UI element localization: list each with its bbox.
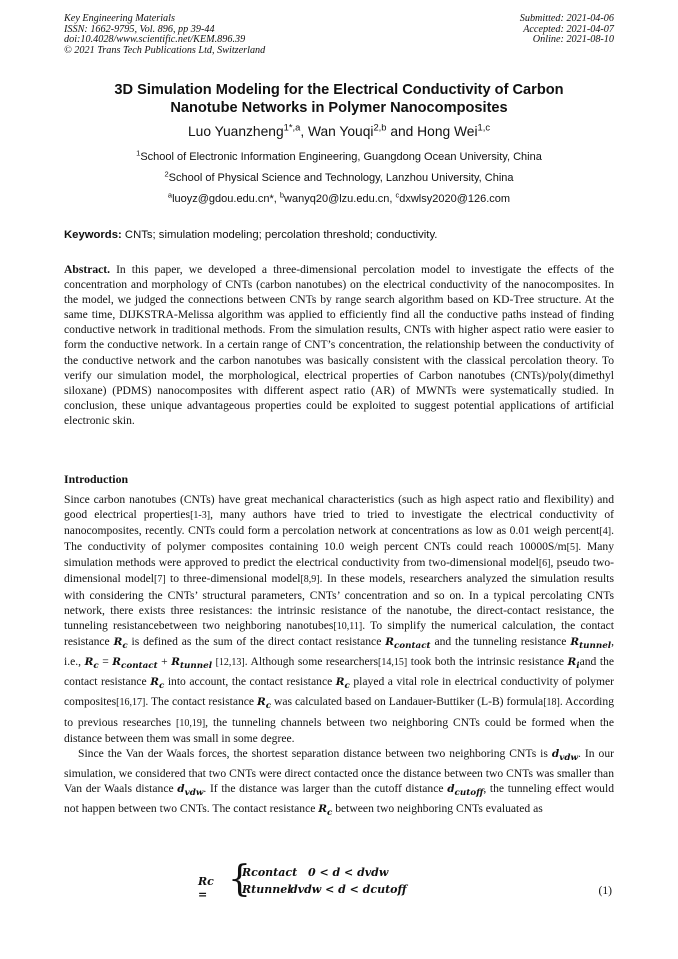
citation: [6] <box>538 558 551 570</box>
math-rc <box>84 656 99 672</box>
affiliation-2-text: School of Physical Science and Technology, Lanzhou University, China <box>168 172 514 184</box>
math-rc <box>318 803 333 819</box>
math-ri <box>567 656 580 672</box>
affiliation-1 <box>40 148 638 164</box>
text-run: into account, the contact resistance <box>164 675 336 689</box>
text-run: is defined as the sum of the direct contact resistance <box>127 634 386 648</box>
citation: [18] <box>543 697 560 709</box>
author-3-affil: 1,c <box>477 122 491 133</box>
journal-name: Key Engineering Materials <box>64 13 175 24</box>
equation-case-2-term: Rtunnel <box>242 883 292 896</box>
online-date: Online: 2021-08-10 <box>532 34 614 46</box>
text-run: , the tunneling effect would not happen between two CNTs. The contact resistance <box>64 782 614 816</box>
doi-line: doi:10.4028/www.scientific.net/KEM.896.39 <box>64 34 246 46</box>
math-subscript: c <box>158 681 165 692</box>
math-dvdw <box>551 747 578 763</box>
citation: [16,17] <box>116 697 146 709</box>
introduction-heading: Introduction <box>64 472 129 486</box>
author-1-affil: 1*,a <box>283 122 301 133</box>
journal-header <box>64 14 265 56</box>
title-line-1: 3D Simulation Modeling for the Electrical Conductivity of Carbon <box>114 82 564 98</box>
math-subscript: vdw <box>184 788 204 799</box>
equation-case-1-term: Rcontact <box>242 866 298 879</box>
math-symbol: R <box>385 635 394 648</box>
math-subscript: c <box>327 808 333 819</box>
math-subscript: contact <box>121 661 158 672</box>
text-run: . The contact resistance <box>145 695 258 709</box>
math-subscript: tunnel <box>180 661 213 672</box>
text-run: was calculated based on Landauer-Buttiker (L-B) formula <box>271 695 544 709</box>
introduction-body <box>64 492 614 821</box>
text-run: , i.e., <box>64 634 614 669</box>
copyright-line: © 2021 Trans Tech Publications Ltd, Switzerland <box>64 44 266 56</box>
author-3: and Hong Wei <box>386 124 478 139</box>
citation: [8,9] <box>300 574 320 586</box>
math-dcutoff <box>447 783 484 799</box>
math-dvdw <box>177 783 204 799</box>
text-run: played a vital role in electrical conductivity of polymer composites <box>64 675 614 709</box>
math-symbol: R <box>335 676 345 689</box>
text-run: took both the intrinsic resistance <box>407 655 568 669</box>
text-run: . Many simulation methods were approved to predict the electrical conductivity from two-dimensional model <box>64 540 615 570</box>
math-subscript: vdw <box>559 752 578 763</box>
text-run: . In our simulation, we considered that two CNTs were direct contacted once the distance between two CNTs was smaller than Van der Waals distance <box>64 746 614 796</box>
math-symbol: R <box>112 656 122 669</box>
citation: [14,15] <box>378 657 408 669</box>
equation-brace: { <box>228 859 251 900</box>
math-subscript: cutoff <box>454 788 484 799</box>
email-line <box>40 190 638 206</box>
email-a: luoyz@gdou.edu.cn*, <box>172 193 280 205</box>
email-c-mark: c <box>395 190 400 200</box>
math-symbol: R <box>570 635 580 648</box>
math-subscript: contact <box>393 640 431 651</box>
accepted-date: Accepted: 2021-04-07 <box>523 23 614 35</box>
affiliation-1-text: School of Electronic Information Engineering, Guangdong Ocean University, China <box>140 151 542 163</box>
email-c: dxwlsy2020@126.com <box>399 193 511 205</box>
math-subscript: c <box>122 640 128 651</box>
abstract <box>64 262 614 428</box>
math-operator: = <box>98 655 113 669</box>
email-b-mark: b <box>279 190 285 200</box>
math-symbol: R <box>150 676 159 689</box>
keywords-label: Keywords: <box>64 229 122 241</box>
math-subscript: c <box>93 661 99 672</box>
paper-title <box>40 82 638 117</box>
text-run: to three-dimensional model <box>165 572 301 586</box>
text-run: . The conductivity of polymer composites containing 10.0 weigh percent CNTs could reach 10000S/m <box>64 524 614 554</box>
math-subscript: c <box>344 681 350 692</box>
text-run: . If the distance was larger than the cutoff distance <box>203 782 448 796</box>
math-symbol: d <box>551 747 560 760</box>
math-symbol: R <box>113 635 123 648</box>
math-symbol: R <box>318 803 328 816</box>
affiliation-2 <box>40 169 638 185</box>
math-rcontact <box>112 656 158 672</box>
math-subscript: tunnel <box>579 640 612 651</box>
math-rc <box>257 696 272 712</box>
math-rcontact <box>385 635 431 651</box>
submitted-date: Submitted: 2021-04-06 <box>519 13 614 24</box>
equation-number: (1) <box>598 884 612 897</box>
citation: [10,11] <box>333 620 363 632</box>
citation: [5] <box>566 542 579 554</box>
author-1: Luo Yuanzheng <box>187 124 284 139</box>
equation-lhs: Rc = <box>198 875 214 901</box>
math-rc <box>335 676 350 692</box>
email-b: wanyq20@lzu.edu.cn, <box>284 193 396 205</box>
math-rc <box>113 635 128 651</box>
keywords <box>64 228 614 242</box>
math-symbol: d <box>447 783 455 796</box>
abstract-text: In this paper, we developed a three-dimensional percolation model to investigate the effects of the concentration and morphology of CNTs (carbon nanotubes) on the electrical conductivity of the nanocomposites. In the model, we judged the connections between CNTs by range search algorithm based on KD-Tree structure. At the same time, DIJKSTRA-Melissa algorithm was applied to efficiently find all the conductive paths instead of finding conductive network in traditional methods. From the simulation results, CNTs with higher aspect ratio were easier to form the conductive network. In a certain range of CNT’s concentration, the relationship between the conductivity of the conductive network and the carbon nanotubes was basically consistent with the classical percolation theory. To verify our simulation model, the morphological, electrical properties of Carbon nanotubes (CNTs)/poly(dimethyl siloxane) (PDMS) nanocomposites with different aspect ratio (AR) of MWNTs were systematically studied. In conclusion, these unique advantageous properties could be exploited to suggest potential applications of artificial electronic skin. <box>64 263 614 427</box>
text-run: , pseudo two-dimensional model <box>64 556 614 586</box>
citation: [1-3] <box>190 510 211 522</box>
affiliation-2-mark: 2 <box>164 169 169 179</box>
text-run: . In these models, researchers analyzed the simulation results with considering the CNTs’ structural parameters, CNTs’ concentration and so on. In a typical percolating CNTs network, there exists three resistances: the intrinsic resistance of the nanotube, the direct-contact resistance, the tunneling resistancebetween two neighboring nanotubes <box>64 572 614 632</box>
citation: [12,13] <box>215 657 245 669</box>
math-symbol: R <box>257 696 266 709</box>
text-run: Since the Van der Waals forces, the shortest separation distance between two neighboring CNTs is <box>78 746 552 760</box>
abstract-label: Abstract. <box>64 263 111 276</box>
dates-header <box>520 14 614 46</box>
issn-line: ISSN: 1662-9795, Vol. 896, pp 39-44 <box>64 23 215 35</box>
email-a-mark: a <box>167 190 173 200</box>
text-run: and the tunneling resistance <box>430 634 571 648</box>
author-2-affil: 2,b <box>373 122 387 133</box>
citation: [7] <box>154 574 166 586</box>
text-run: Since carbon nanotubes (CNTs) have great mechanical characteristics (such as high aspect ratio and flexibility) and good electrical properties <box>64 493 614 522</box>
math-rtunnel <box>171 656 213 672</box>
math-subscript: c <box>265 701 272 712</box>
math-symbol: R <box>171 656 180 669</box>
title-line-2: Nanotube Networks in Polymer Nanocomposites <box>170 99 508 116</box>
text-run: . According to previous researches <box>64 695 614 729</box>
keywords-text: CNTs; simulation modeling; percolation threshold; conductivity. <box>121 229 438 241</box>
math-symbol: R <box>84 656 94 669</box>
author-list <box>40 124 638 140</box>
math-subscript: i <box>576 661 580 672</box>
equation-case-1-condition: 0 < d < dvdw <box>308 866 389 879</box>
text-run: , many authors have tried to tried to investigate the electrical conductivity of nanocomposites, recently. CNTs could form a percolation network at concentrations as low as 0.01 weigh percent <box>64 508 614 538</box>
author-2: , Wan Youqi <box>300 124 374 139</box>
citation: [10,19] <box>175 717 206 729</box>
affiliation-1-mark: 1 <box>136 148 141 158</box>
math-symbol: R <box>567 656 577 669</box>
math-rc <box>150 676 165 692</box>
math-operator: + <box>157 655 172 669</box>
citation: [4] <box>599 526 612 538</box>
text-run: , the tunneling channels between two neighboring CNTs could be formed when the distance between them was small in some degree. <box>64 715 614 745</box>
math-symbol: d <box>177 783 185 796</box>
text-run: and the contact resistance <box>64 655 615 689</box>
text-run: . Although some researchers <box>244 655 379 669</box>
equation-case-2-condition: dvdw < d < dcutoff <box>290 883 407 896</box>
intro-paragraph-2 <box>64 746 614 822</box>
intro-paragraph-1 <box>64 492 614 746</box>
math-rtunnel <box>570 635 612 651</box>
text-run: between two neighboring CNTs evaluated as <box>332 802 543 816</box>
text-run: . To simplify the numerical calculation, the contact resistance <box>64 618 614 648</box>
